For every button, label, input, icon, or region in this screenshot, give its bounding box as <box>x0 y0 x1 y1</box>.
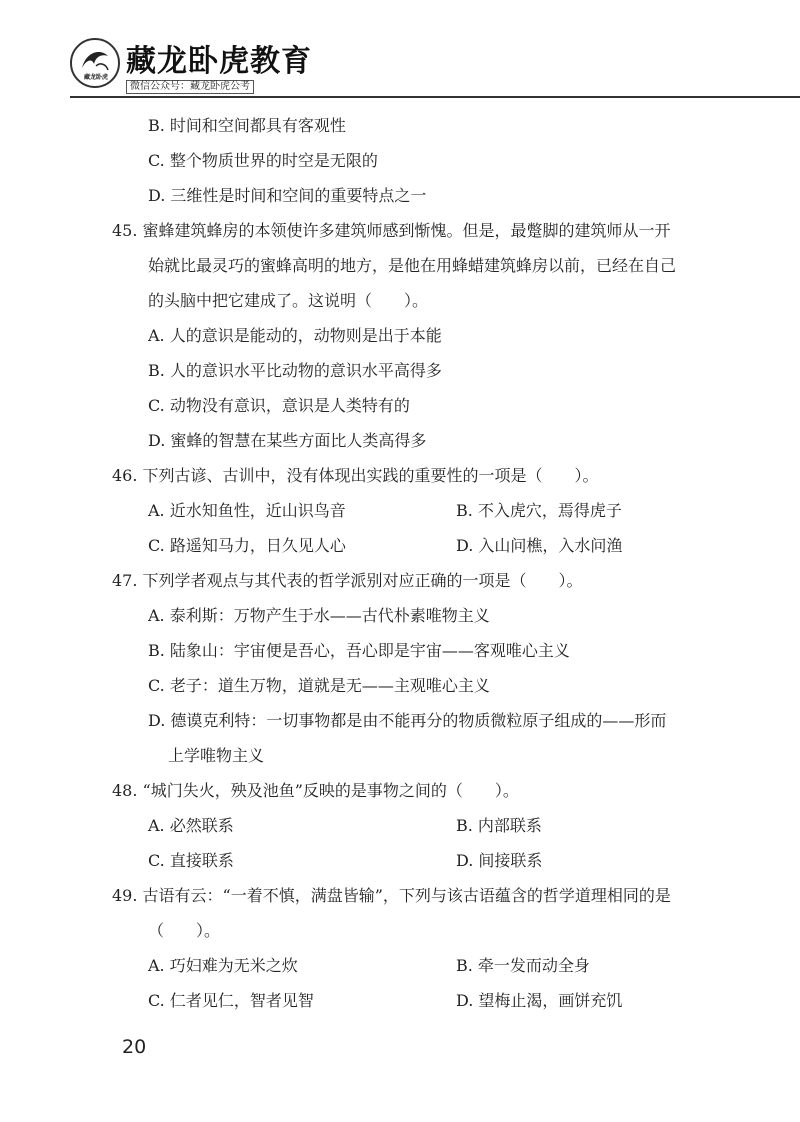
answer-option: D. 间接联系 <box>456 851 543 870</box>
question-list <box>112 108 732 1018</box>
answer-option: D. 蜜蜂的智慧在某些方面比人类高得多 <box>148 431 427 450</box>
answer-option: C. 路遥知马力，日久见人心 <box>148 536 346 555</box>
answer-option: A. 巧妇难为无米之炊 <box>148 956 298 975</box>
page-header <box>0 0 800 100</box>
answer-option-row <box>112 493 732 528</box>
answer-option: A. 必然联系 <box>148 816 234 835</box>
header-divider <box>70 96 800 98</box>
answer-option-row <box>112 983 732 1018</box>
answer-option-row <box>112 528 732 563</box>
question-block <box>112 878 732 1018</box>
answer-option-row <box>112 808 732 843</box>
answer-option: C. 直接联系 <box>148 851 234 870</box>
question-stem-line: 47. 下列学者观点与其代表的哲学派别对应正确的一项是（ ）。 <box>112 571 583 590</box>
question-block <box>112 773 732 878</box>
answer-option: 上学唯物主义 <box>168 746 265 765</box>
logo-text: 藏龙卧虎 <box>83 74 108 81</box>
answer-option: D. 入山问樵，入水问渔 <box>456 536 623 555</box>
brand-title: 藏龙卧虎教育 <box>126 44 312 79</box>
answer-option: B. 陆象山：宇宙便是吾心，吾心即是宇宙——客观唯心主义 <box>148 641 570 660</box>
answer-option: C. 整个物质世界的时空是无限的 <box>148 151 378 170</box>
question-block <box>112 108 732 213</box>
answer-option: A. 近水知鱼性，近山识鸟音 <box>148 501 346 520</box>
question-stem-line: 45. 蜜蜂建筑蜂房的本领使许多建筑师感到惭愧。但是，最蹩脚的建筑师从一开 <box>112 221 671 240</box>
answer-option: C. 动物没有意识，意识是人类特有的 <box>148 396 410 415</box>
question-block <box>112 213 732 458</box>
answer-option: C. 老子：道生万物，道就是无——主观唯心主义 <box>148 676 490 695</box>
answer-option-row <box>112 948 732 983</box>
question-stem-line: （ ）。 <box>148 921 221 940</box>
question-block <box>112 563 732 773</box>
answer-option: D. 三维性是时间和空间的重要特点之一 <box>148 186 427 205</box>
brand-logo <box>70 38 120 88</box>
brand-tagline: 微信公众号：藏龙卧虎公考 <box>126 80 254 94</box>
answer-option: B. 牵一发而动全身 <box>456 956 590 975</box>
question-stem-line: 的头脑中把它建成了。这说明（ ）。 <box>148 291 429 310</box>
answer-option: D. 望梅止渴，画饼充饥 <box>456 991 623 1010</box>
question-stem-line: 48. “城门失火，殃及池鱼”反映的是事物之间的（ ）。 <box>112 781 519 800</box>
page-number: 20 <box>122 1036 147 1058</box>
answer-option: B. 不入虎穴，焉得虎子 <box>456 501 622 520</box>
answer-option-row <box>112 843 732 878</box>
answer-option: B. 时间和空间都具有客观性 <box>148 116 346 135</box>
question-block <box>112 458 732 563</box>
answer-option: A. 泰利斯：万物产生于水——古代朴素唯物主义 <box>148 606 490 625</box>
question-stem-line: 46. 下列古谚、古训中，没有体现出实践的重要性的一项是（ ）。 <box>112 466 599 485</box>
answer-option: A. 人的意识是能动的，动物则是出于本能 <box>148 326 442 345</box>
answer-option: D. 德谟克利特：一切事物都是由不能再分的物质微粒原子组成的——形而 <box>148 711 667 730</box>
answer-option: B. 人的意识水平比动物的意识水平高得多 <box>148 361 442 380</box>
question-stem-line: 始就比最灵巧的蜜蜂高明的地方，是他在用蜂蜡建筑蜂房以前，已经在自己 <box>148 256 677 275</box>
question-stem-line: 49. 古语有云：“一着不慎，满盘皆输”，下列与该古语蕴含的哲学道理相同的是 <box>112 886 671 905</box>
answer-option: C. 仁者见仁，智者见智 <box>148 991 314 1010</box>
answer-option: B. 内部联系 <box>456 816 542 835</box>
